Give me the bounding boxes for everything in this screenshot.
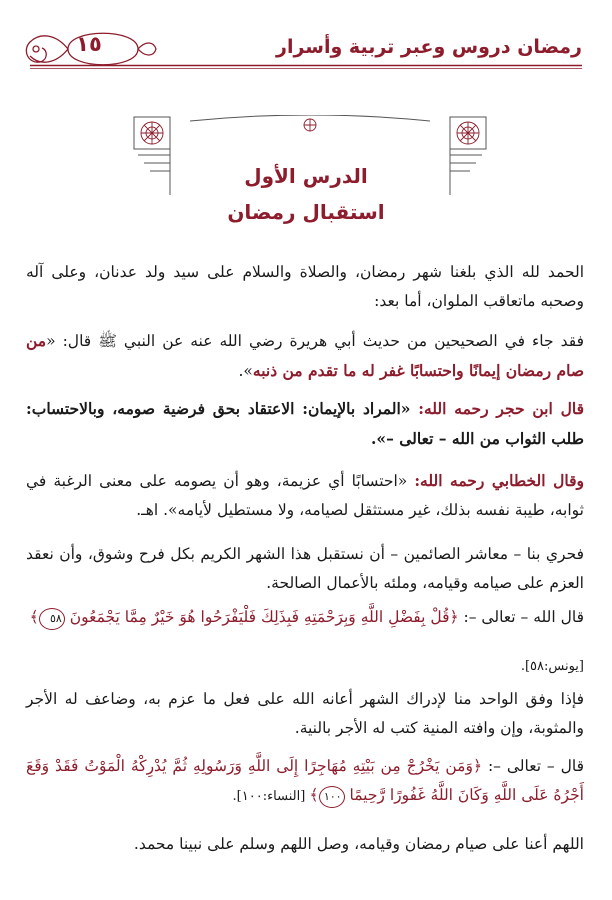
page-number: ١٥ bbox=[76, 32, 102, 56]
verse-nisa-text: ﴿وَمَن يَخْرُجْ مِن بَيْتِهِ مُهَاجِرًا إِلَى اللَّهِ وَرَسُولِهِ ثُمَّ يُدْرِكْهُ الْمَوْتُ فَقَدْ وَقَعَ أَجْرُهُ عَلَى اللَّهِ وَكَانَ اللَّهُ غَفُورًا رَّحِيمًا bbox=[26, 757, 584, 804]
verse-nisa-close: ﴾ bbox=[309, 786, 319, 804]
verse-nisa-intro: قال – تعالى –: bbox=[482, 757, 584, 775]
lesson-number-title: الدرس الأول bbox=[244, 164, 368, 188]
khattabi-label: وقال الخطابي رحمه الله: bbox=[414, 471, 584, 490]
paragraph-exhortation: فحري بنا – معاشر الصائمين – أن نستقبل هذا الشهر الكريم بكل فرح وشوق، وأن نعقد العزم على صيامه وقيامه، وملئه بالأعمال الصالحة. bbox=[26, 545, 584, 592]
paragraph-opening: الحمد لله الذي بلغنا شهر رمضان، والصلاة والسلام على سيد ولد عدنان، وعلى آله وصحبه ماتعاقب الملوان، أما بعد: bbox=[26, 263, 584, 310]
page-header bbox=[0, 0, 612, 88]
verse-number-marker: ٥٨ bbox=[39, 608, 65, 630]
paragraph-intention: فإذا وفق الواحد منا لإدراك الشهر أعانه الله على فعل ما عزم به، وضاعف له الأجر والمثوبة، وإن وافته المنية كتب له الأجر بالنية. bbox=[26, 690, 584, 737]
paragraph-ibn-hajar bbox=[26, 394, 584, 454]
paragraph-hadith bbox=[26, 326, 584, 386]
hadith-intro: فقد جاء في الصحيحين من حديث أبي هريرة رضي الله عنه عن النبي ﷺ قال: « bbox=[46, 332, 584, 350]
header-divider bbox=[30, 64, 582, 70]
header-title: رمضان دروس وعبر تربية وأسرار bbox=[276, 36, 582, 58]
lesson-name-title: استقبال رمضان bbox=[227, 200, 385, 224]
verse-yunus-intro: قال الله – تعالى –: bbox=[458, 608, 584, 626]
khattabi-quote: «احتسابًا أي عزيمة، وهو أن يصومه على معنى الرغبة في ثوابه، طيبة نفسه بذلك، غير مستثقل لصيامه، ولا مستطيل لأيامه». اهـ. bbox=[26, 472, 584, 519]
verse-yunus-close: ﴾ bbox=[29, 608, 39, 626]
verse-nisa-reference: [النساء:١٠٠]. bbox=[232, 789, 310, 804]
verse-yunus bbox=[26, 603, 584, 632]
ibn-hajar-quote: «المراد بالإيمان: الاعتقاد بحق فرضية صومه، وبالاحتساب: طلب الثواب من الله – تعالى –». bbox=[26, 399, 584, 448]
ibn-hajar-label: قال ابن حجر رحمه الله: bbox=[418, 399, 584, 418]
paragraph-closing-dua: اللهم أعنا على صيام رمضان وقيامه، وصل اللهم وسلم على نبينا محمد. bbox=[133, 835, 584, 853]
verse-yunus-reference: [يونس:٥٨]. bbox=[520, 659, 584, 674]
verse-number-marker: ١٠٠ bbox=[319, 786, 345, 808]
hadith-text: من صام رمضان إيمانًا واحتسابًا غفر له ما تقدم من ذنبه bbox=[26, 331, 584, 380]
verse-nisa bbox=[26, 752, 584, 811]
verse-yunus-text: ﴿قُلْ بِفَضْلِ اللَّهِ وَبِرَحْمَتِهِ فَبِذَلِكَ فَلْيَفْرَحُوا هُوَ خَيْرٌ مِمَّا يَجْمَعُونَ bbox=[69, 608, 459, 626]
paragraph-khattabi bbox=[26, 466, 584, 525]
hadith-close: ». bbox=[238, 362, 253, 380]
